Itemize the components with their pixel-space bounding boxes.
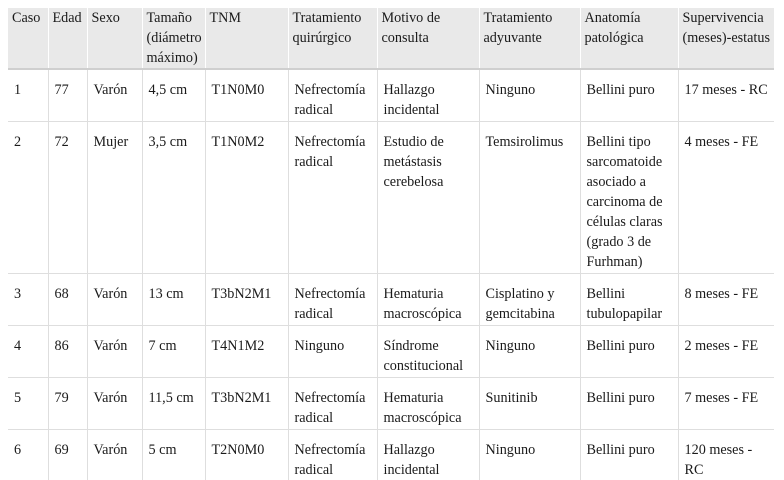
clinical-cases-table-container xyxy=(8,8,774,480)
header-tratamiento-adyuvante: Tratamiento adyuvante xyxy=(479,8,580,69)
cell-supervivencia: 8 meses - FE xyxy=(678,274,774,326)
header-tratamiento-quirurgico: Tratamiento quirúrgico xyxy=(288,8,377,69)
cell-motivo-consulta: Estudio de metástasis cerebelosa xyxy=(377,122,479,274)
cell-sexo: Varón xyxy=(87,326,142,378)
cell-caso: 4 xyxy=(8,326,48,378)
table-row xyxy=(8,430,774,480)
cell-anatomia-patologica: Bellini puro xyxy=(580,69,678,122)
cell-tamano: 11,5 cm xyxy=(142,378,205,430)
cell-caso: 1 xyxy=(8,69,48,122)
cell-tratamiento-adyuvante: Temsirolimus xyxy=(479,122,580,274)
table-row xyxy=(8,378,774,430)
table-row xyxy=(8,274,774,326)
cell-tnm: T3bN2M1 xyxy=(205,378,288,430)
cell-tnm: T3bN2M1 xyxy=(205,274,288,326)
cell-tnm: T2N0M0 xyxy=(205,430,288,480)
cell-tamano: 4,5 cm xyxy=(142,69,205,122)
cell-tratamiento-quirurgico: Nefrectomía radical xyxy=(288,69,377,122)
cell-caso: 5 xyxy=(8,378,48,430)
cell-edad: 77 xyxy=(48,69,87,122)
cell-tamano: 7 cm xyxy=(142,326,205,378)
header-caso: Caso xyxy=(8,8,48,69)
cell-supervivencia: 4 meses - FE xyxy=(678,122,774,274)
cell-sexo: Varón xyxy=(87,69,142,122)
cell-tamano: 5 cm xyxy=(142,430,205,480)
cell-tratamiento-adyuvante: Sunitinib xyxy=(479,378,580,430)
cell-tratamiento-adyuvante: Cisplatino y gemcitabina xyxy=(479,274,580,326)
header-supervivencia: Supervivencia (meses)-estatus xyxy=(678,8,774,69)
cell-tratamiento-quirurgico: Nefrectomía radical xyxy=(288,274,377,326)
cell-edad: 86 xyxy=(48,326,87,378)
cell-motivo-consulta: Síndrome constitucional xyxy=(377,326,479,378)
header-tamano: Tamaño (diámetro máximo) xyxy=(142,8,205,69)
cell-supervivencia: 7 meses - FE xyxy=(678,378,774,430)
cell-motivo-consulta: Hematuria macroscópica xyxy=(377,274,479,326)
cell-tratamiento-quirurgico: Ninguno xyxy=(288,326,377,378)
cell-anatomia-patologica: Bellini puro xyxy=(580,326,678,378)
table-header-row xyxy=(8,8,774,69)
cell-tnm: T1N0M2 xyxy=(205,122,288,274)
cell-anatomia-patologica: Bellini tubulopapilar xyxy=(580,274,678,326)
header-tnm: TNM xyxy=(205,8,288,69)
header-sexo: Sexo xyxy=(87,8,142,69)
header-anatomia-patologica: Anatomía patológica xyxy=(580,8,678,69)
cell-caso: 3 xyxy=(8,274,48,326)
cell-caso: 6 xyxy=(8,430,48,480)
cell-tratamiento-quirurgico: Nefrectomía radical xyxy=(288,122,377,274)
cell-tamano: 13 cm xyxy=(142,274,205,326)
cell-tratamiento-adyuvante: Ninguno xyxy=(479,326,580,378)
cell-tratamiento-quirurgico: Nefrectomía radical xyxy=(288,378,377,430)
header-edad: Edad xyxy=(48,8,87,69)
cell-supervivencia: 2 meses - FE xyxy=(678,326,774,378)
cell-sexo: Varón xyxy=(87,430,142,480)
cell-motivo-consulta: Hematuria macroscópica xyxy=(377,378,479,430)
cell-edad: 79 xyxy=(48,378,87,430)
table-row xyxy=(8,69,774,122)
cell-tnm: T4N1M2 xyxy=(205,326,288,378)
cell-caso: 2 xyxy=(8,122,48,274)
cell-supervivencia: 120 meses - RC xyxy=(678,430,774,480)
cell-tnm: T1N0M0 xyxy=(205,69,288,122)
cell-sexo: Varón xyxy=(87,378,142,430)
cell-anatomia-patologica: Bellini puro xyxy=(580,378,678,430)
cell-tratamiento-adyuvante: Ninguno xyxy=(479,430,580,480)
cell-edad: 69 xyxy=(48,430,87,480)
cell-edad: 72 xyxy=(48,122,87,274)
clinical-cases-table xyxy=(8,8,774,480)
cell-sexo: Varón xyxy=(87,274,142,326)
cell-anatomia-patologica: Bellini puro xyxy=(580,430,678,480)
cell-motivo-consulta: Hallazgo incidental xyxy=(377,69,479,122)
cell-motivo-consulta: Hallazgo incidental xyxy=(377,430,479,480)
table-row xyxy=(8,326,774,378)
cell-anatomia-patologica: Bellini tipo sarcomatoide asociado a carcinoma de células claras (grado 3 de Furhman) xyxy=(580,122,678,274)
cell-tratamiento-adyuvante: Ninguno xyxy=(479,69,580,122)
table-row xyxy=(8,122,774,274)
cell-edad: 68 xyxy=(48,274,87,326)
cell-supervivencia: 17 meses - RC xyxy=(678,69,774,122)
header-motivo-consulta: Motivo de consulta xyxy=(377,8,479,69)
cell-tamano: 3,5 cm xyxy=(142,122,205,274)
cell-tratamiento-quirurgico: Nefrectomía radical xyxy=(288,430,377,480)
cell-sexo: Mujer xyxy=(87,122,142,274)
